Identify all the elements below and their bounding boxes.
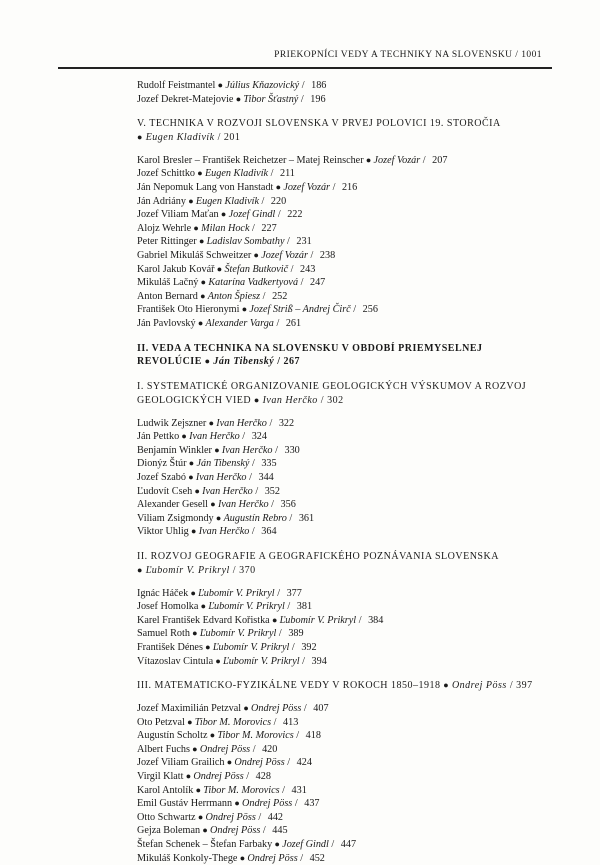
toc-entry — [137, 743, 543, 757]
entry-author: Jozef Vozár — [283, 181, 331, 193]
slash-separator: / — [229, 564, 240, 576]
bullet-icon: ● — [233, 93, 244, 104]
entry-author: Ivan Herčko — [221, 444, 273, 456]
toc-entry — [137, 811, 543, 825]
bullet-icon: ● — [213, 655, 224, 666]
toc-entry — [137, 235, 543, 249]
entry-page: 247 — [309, 277, 326, 289]
entry-subject: Ignác Háček — [137, 587, 189, 599]
toc-entry — [137, 417, 543, 431]
running-head: PRIEKOPNÍCI VEDY A TECHNIKY NA SLOVENSKU / 1001 — [274, 50, 542, 60]
section-page: 201 — [223, 131, 241, 143]
entry-subject: Jozef Maximilián Petzval — [137, 702, 242, 714]
section-heading — [137, 380, 543, 408]
slash-separator: / — [243, 770, 252, 782]
entry-author: Alexander Varga — [205, 317, 274, 329]
section-heading — [137, 550, 543, 578]
bullet-icon: ● — [137, 564, 146, 575]
entry-subject: Ján Nepomuk Lang von Hanstadt — [137, 181, 274, 193]
toc-entry — [137, 457, 543, 471]
entry-author: Jozef Gindl — [228, 209, 276, 221]
entry-subject: Emil Gustáv Herrmann — [137, 798, 233, 810]
bullet-icon: ● — [214, 263, 225, 274]
entry-author: Ondrej Pöss — [199, 743, 251, 755]
entry-subject: Jozef Szabó — [137, 472, 186, 484]
entry-page: 256 — [362, 304, 378, 316]
entry-page: 424 — [296, 757, 312, 769]
entry-page: 420 — [262, 743, 278, 755]
section-heading — [137, 117, 543, 145]
bullet-icon: ● — [192, 485, 203, 496]
slash-separator: / — [293, 730, 302, 742]
entry-subject: Štefan Schenek – Štefan Farbaky — [137, 838, 273, 850]
entry-subject: Karol Bresler – František Reichetzer – Matej Reinscher — [137, 154, 364, 166]
section-byline — [441, 680, 533, 691]
entry-page: 442 — [267, 811, 284, 823]
entry-subject: Dionýz Štúr — [137, 458, 187, 470]
toc-entry — [137, 627, 543, 641]
bullet-icon: ● — [202, 642, 213, 652]
bullet-icon: ● — [183, 770, 194, 781]
toc-entry — [137, 852, 543, 865]
section-page: 397 — [516, 680, 533, 692]
toc-entry — [137, 93, 543, 107]
slash-separator: / — [284, 757, 293, 769]
entry-author: Ondrej Pöss — [242, 798, 293, 810]
toc-entry — [137, 756, 543, 770]
section-byline — [251, 395, 343, 406]
toc-entry — [137, 641, 543, 655]
entry-author: Jozef Vozár — [261, 249, 308, 261]
entry-page: 186 — [311, 80, 327, 91]
slash-separator: / — [298, 93, 307, 105]
entry-author: Katarína Vadkertyová — [208, 277, 299, 289]
slash-separator: / — [258, 195, 267, 207]
slash-separator: / — [288, 263, 297, 275]
toc-entry — [137, 614, 543, 628]
entry-author: Eugen Kladivík — [204, 168, 269, 180]
entry-subject: Rudolf Feistmantel — [137, 80, 216, 91]
section-author: Eugen Kladivík — [145, 131, 215, 143]
slash-separator: / — [356, 614, 365, 626]
entry-page: 407 — [313, 702, 329, 714]
bullet-icon: ● — [218, 209, 229, 220]
bullet-icon: ● — [198, 277, 209, 288]
bullet-icon: ● — [232, 798, 242, 809]
entry-author: Ondrej Pöss — [210, 825, 261, 837]
entry-author: Milan Hock — [201, 222, 250, 234]
toc-section — [137, 342, 543, 370]
section-heading — [137, 679, 543, 693]
entry-subject: Jozef Viliam Maťan — [137, 209, 219, 221]
toc-entry — [137, 498, 543, 512]
section-title: II. ROZVOJ GEOGRAFIE A GEOGRAFICKÉHO POZNÁVANIA SLOVENSKA — [137, 551, 499, 563]
section-byline — [137, 132, 240, 143]
entry-author: Ondrej Pöss — [193, 770, 244, 782]
toc-entry — [137, 485, 543, 499]
toc-entry — [137, 222, 543, 236]
slash-separator: / — [268, 499, 277, 511]
toc-entry — [137, 838, 543, 852]
slash-separator: / — [506, 680, 517, 692]
slash-separator: / — [276, 628, 285, 640]
entry-author: Ivan Herčko — [195, 472, 247, 484]
entry-subject: Samuel Roth — [137, 628, 190, 640]
bullet-icon: ● — [198, 601, 209, 612]
entry-subject: Ján Pettko — [137, 431, 180, 443]
entry-page: 322 — [278, 417, 295, 429]
entry-author: Anton Špiesz — [207, 290, 261, 302]
entry-page: 364 — [261, 526, 277, 538]
entry-page: 356 — [280, 499, 296, 511]
entry-author: Ivan Herčko — [189, 431, 240, 443]
slash-separator: / — [317, 394, 328, 406]
toc-entry — [137, 600, 543, 614]
bullet-icon: ● — [188, 587, 199, 598]
toc-entry — [137, 263, 543, 277]
toc-section — [137, 380, 543, 539]
entry-author: Tibor Šťastný — [243, 93, 299, 105]
slash-separator: / — [284, 601, 293, 613]
entry-page: 352 — [264, 485, 280, 497]
bullet-icon: ● — [237, 852, 248, 863]
entry-subject: Otto Schwartz — [137, 811, 196, 823]
toc-section — [137, 679, 543, 865]
entry-author: Ivan Herčko — [198, 526, 250, 538]
bullet-icon: ● — [224, 757, 235, 768]
entry-page: 418 — [305, 730, 321, 742]
bullet-icon: ● — [196, 236, 207, 247]
toc-entry — [137, 512, 543, 526]
section-title: I. SYSTEMATICKÉ ORGANIZOVANIE GEOLOGICKÝCH VÝSKUMOV A ROZVOJ GEOLOGICKÝCH VIED — [137, 381, 527, 406]
entry-page: 389 — [288, 628, 304, 640]
slash-separator: / — [250, 743, 259, 755]
entry-subject: Josef Homolka — [137, 601, 199, 613]
bullet-icon: ● — [206, 417, 217, 428]
entry-page: 227 — [261, 222, 277, 234]
bullet-icon: ● — [137, 131, 146, 142]
toc-section — [137, 550, 543, 668]
entry-page: 392 — [301, 642, 317, 653]
slash-separator: / — [271, 716, 280, 728]
toc-entry — [137, 290, 543, 304]
entry-page: 222 — [287, 209, 303, 221]
entry-page: 335 — [261, 458, 277, 470]
toc-section — [137, 117, 543, 330]
entry-author: Jozef Striß – Andrej Čirč — [249, 304, 351, 316]
entry-author: Ľubomír V. Prikryl — [212, 642, 290, 653]
slash-separator: / — [273, 317, 282, 329]
toc-entry — [137, 797, 543, 811]
slash-separator: / — [249, 222, 258, 234]
bullet-icon: ● — [200, 825, 211, 836]
slash-separator: / — [301, 702, 310, 714]
bullet-icon: ● — [269, 614, 280, 625]
bullet-icon: ● — [189, 743, 200, 754]
bullet-icon: ● — [195, 811, 206, 822]
toc-content — [137, 79, 543, 865]
bullet-icon: ● — [440, 680, 452, 691]
entry-page: 445 — [272, 825, 288, 837]
entry-subject: Ján Pavlovský — [137, 317, 196, 329]
toc-section — [137, 79, 543, 106]
slash-separator: / — [266, 417, 275, 429]
section-author: Ľubomír V. Prikryl — [145, 564, 230, 576]
entry-author: Ľubomír V. Prikryl — [223, 655, 300, 667]
slash-separator: / — [214, 131, 224, 143]
bullet-icon: ● — [193, 784, 204, 795]
entry-page: 231 — [296, 236, 312, 248]
entry-subject: Ján Adriány — [137, 195, 186, 207]
bullet-icon: ● — [185, 195, 196, 206]
toc-entry — [137, 525, 543, 539]
entry-page: 216 — [341, 181, 358, 193]
bullet-icon: ● — [207, 730, 218, 741]
entry-author: Ivan Herčko — [217, 499, 269, 511]
slash-separator: / — [260, 825, 269, 837]
slash-separator: / — [330, 181, 338, 193]
toc-entry — [137, 167, 543, 181]
slash-separator: / — [274, 587, 283, 599]
toc-entry — [137, 317, 543, 331]
entry-subject: Karol Jakub Kovář — [137, 263, 215, 275]
entry-subject: Jozef Schittko — [137, 168, 196, 180]
entry-author: Ján Tibenský — [196, 458, 250, 470]
entry-author: Tibor M. Morovics — [217, 730, 294, 742]
entry-page: 437 — [304, 798, 320, 810]
entry-page: 252 — [272, 290, 288, 302]
entry-author: Ľubomír V. Prikryl — [208, 601, 285, 613]
entry-author: Ľubomír V. Prikryl — [199, 628, 277, 640]
bullet-icon: ● — [251, 394, 263, 405]
entry-page: 431 — [291, 784, 307, 796]
slash-separator: / — [279, 784, 288, 796]
toc-entry — [137, 587, 543, 601]
slash-separator: / — [275, 209, 284, 221]
slash-separator: / — [255, 811, 264, 823]
bullet-icon: ● — [273, 181, 284, 192]
toc-entry — [137, 729, 543, 743]
entry-author: Ondrej Pöss — [234, 757, 285, 769]
bullet-icon: ● — [251, 249, 262, 260]
entry-author: Ivan Herčko — [216, 417, 267, 429]
entry-page: 207 — [432, 154, 448, 166]
entry-page: 324 — [251, 431, 267, 443]
entry-subject: Ludwik Zejszner — [137, 417, 207, 429]
section-page: 302 — [327, 394, 344, 406]
entry-author: Eugen Kladivík — [195, 195, 259, 207]
section-title: III. MATEMATICKO-FYZIKÁLNE VEDY V ROKOCH 1850–1918 — [137, 680, 441, 692]
entry-page: 238 — [319, 249, 336, 261]
section-byline — [137, 565, 256, 576]
entry-subject: Jozef Viliam Grailich — [137, 757, 225, 769]
toc-entry — [137, 770, 543, 784]
slash-separator: / — [252, 485, 261, 497]
toc-entry — [137, 181, 543, 195]
slash-separator: / — [260, 290, 269, 302]
entry-subject: Vítazoslav Cintula — [137, 655, 214, 667]
entry-subject: Albert Fuchs — [137, 743, 190, 755]
entry-page: 243 — [300, 263, 316, 275]
slash-separator: / — [420, 154, 429, 166]
entry-subject: Benjamín Winkler — [137, 444, 212, 456]
entry-subject: Oto Petzval — [137, 716, 185, 728]
entry-page: 447 — [340, 838, 357, 850]
entry-subject: Virgil Klatt — [137, 770, 184, 782]
bullet-icon: ● — [201, 356, 214, 367]
section-author: Ondrej Pöss — [451, 680, 507, 692]
entry-author: Július Kňazovický — [225, 80, 300, 91]
section-byline — [202, 356, 300, 367]
entry-page: 344 — [258, 472, 274, 484]
entry-subject: Gejza Boleman — [137, 825, 201, 837]
entry-subject: Alexander Gesell — [137, 499, 208, 511]
entry-page: 384 — [368, 614, 384, 626]
entry-subject: Mikuláš Lačný — [137, 277, 199, 289]
bullet-icon: ● — [215, 80, 226, 90]
slash-separator: / — [299, 80, 308, 91]
section-title: II. VEDA A TECHNIKA NA SLOVENSKU V OBDOBÍ PRIEMYSELNEJ REVOLÚCIE — [137, 342, 483, 368]
entry-subject: Augustín Scholtz — [137, 730, 208, 742]
bullet-icon: ● — [197, 290, 208, 301]
section-page: 370 — [239, 564, 256, 576]
slash-separator: / — [286, 512, 295, 524]
slash-separator: / — [239, 431, 248, 443]
toc-entry — [137, 824, 543, 838]
bullet-icon: ● — [272, 838, 283, 849]
entry-subject: Karol Antolík — [137, 784, 194, 796]
slash-separator: / — [350, 304, 359, 316]
entry-subject: Gabriel Mikuláš Schweitzer — [137, 249, 252, 261]
bullet-icon: ● — [179, 431, 190, 442]
bullet-icon: ● — [185, 472, 196, 483]
entry-subject: Jozef Dekret-Matejovie — [137, 93, 234, 105]
entry-subject: Alojz Wehrle — [137, 222, 192, 234]
entry-page: 220 — [270, 195, 287, 207]
slash-separator: / — [274, 356, 284, 368]
entry-page: 330 — [284, 444, 300, 456]
entry-author: Ondrej Pöss — [247, 852, 298, 864]
slash-separator: / — [328, 838, 337, 850]
entry-author: Tibor M. Morovics — [194, 716, 272, 728]
entry-subject: Ľudovít Cseh — [137, 485, 193, 497]
entry-subject: František Oto Hieronymi — [137, 304, 240, 316]
toc-entry — [137, 430, 543, 444]
header-rule — [58, 67, 552, 69]
section-author: Ivan Herčko — [262, 394, 318, 406]
entry-page: 196 — [310, 93, 326, 105]
section-page: 267 — [283, 356, 301, 368]
entry-author: Tibor M. Morovics — [203, 784, 280, 796]
entry-page: 381 — [296, 601, 313, 613]
toc-entry — [137, 276, 543, 290]
bullet-icon: ● — [188, 526, 199, 537]
slash-separator: / — [284, 236, 293, 248]
bullet-icon: ● — [195, 168, 205, 179]
slash-separator: / — [289, 642, 298, 653]
entry-page: 261 — [285, 317, 302, 329]
bullet-icon: ● — [363, 154, 374, 165]
entry-subject: Peter Rittinger — [137, 236, 197, 248]
slash-separator: / — [249, 526, 258, 538]
slash-separator: / — [299, 655, 308, 667]
entry-author: Ľubomír V. Prikryl — [198, 587, 275, 599]
toc-entry — [137, 702, 543, 716]
entry-author: Augustín Rebro — [223, 512, 287, 524]
bullet-icon: ● — [191, 222, 202, 233]
entry-page: 361 — [298, 512, 315, 524]
bullet-icon: ● — [211, 444, 222, 455]
slash-separator: / — [298, 277, 306, 289]
toc-entry — [137, 79, 543, 93]
slash-separator: / — [297, 852, 306, 864]
entry-subject: Karel František Edvard Kořistka — [137, 614, 270, 626]
entry-subject: Viktor Uhlig — [137, 526, 189, 538]
slash-separator: / — [268, 168, 276, 180]
entry-author: Jozef Vozár — [373, 154, 421, 166]
entry-page: 394 — [311, 655, 327, 667]
bullet-icon: ● — [195, 317, 206, 328]
slash-separator: / — [246, 472, 255, 484]
entry-author: Ivan Herčko — [202, 485, 253, 497]
toc-entry — [137, 716, 543, 730]
bullet-icon: ● — [241, 702, 252, 713]
toc-entry — [137, 655, 543, 669]
toc-entry — [137, 303, 543, 317]
bullet-icon: ● — [239, 304, 250, 315]
entry-subject: Anton Bernard — [137, 290, 198, 302]
toc-entry — [137, 195, 543, 209]
entry-subject: Viliam Zsigmondy — [137, 512, 214, 524]
bullet-icon: ● — [186, 458, 197, 469]
slash-separator: / — [249, 458, 258, 470]
slash-separator: / — [272, 444, 281, 456]
toc-entry — [137, 444, 543, 458]
bullet-icon: ● — [208, 499, 218, 510]
section-title: V. TECHNIKA V ROZVOJI SLOVENSKA V PRVEJ POLOVICI 19. STOROČIA — [137, 118, 501, 130]
slash-separator: / — [307, 249, 316, 261]
entry-page: 377 — [286, 587, 302, 599]
toc-entry — [137, 208, 543, 222]
entry-page: 211 — [279, 168, 295, 180]
entry-subject: Mikuláš Konkoly-Thege — [137, 852, 238, 864]
entry-author: Ľubomír V. Prikryl — [279, 614, 357, 626]
entry-author: Ladislav Sombathy — [206, 236, 285, 248]
toc-entry — [137, 154, 543, 168]
toc-entry — [137, 471, 543, 485]
slash-separator: / — [292, 798, 301, 810]
entry-author: Ondrej Pöss — [251, 702, 302, 714]
toc-entry — [137, 249, 543, 263]
bullet-icon: ● — [184, 716, 195, 727]
section-heading — [137, 342, 543, 370]
bullet-icon: ● — [189, 628, 200, 639]
entry-author: Ondrej Pöss — [205, 811, 256, 823]
bullet-icon: ● — [213, 512, 224, 523]
entry-page: 452 — [309, 852, 325, 864]
toc-entry — [137, 784, 543, 798]
entry-author: Štefan Butkovič — [224, 263, 289, 275]
section-author: Ján Tibenský — [213, 356, 275, 368]
entry-page: 428 — [255, 770, 271, 782]
entry-author: Jozef Gindl — [282, 838, 329, 850]
entry-page: 413 — [283, 716, 299, 728]
entry-subject: František Dénes — [137, 642, 203, 653]
